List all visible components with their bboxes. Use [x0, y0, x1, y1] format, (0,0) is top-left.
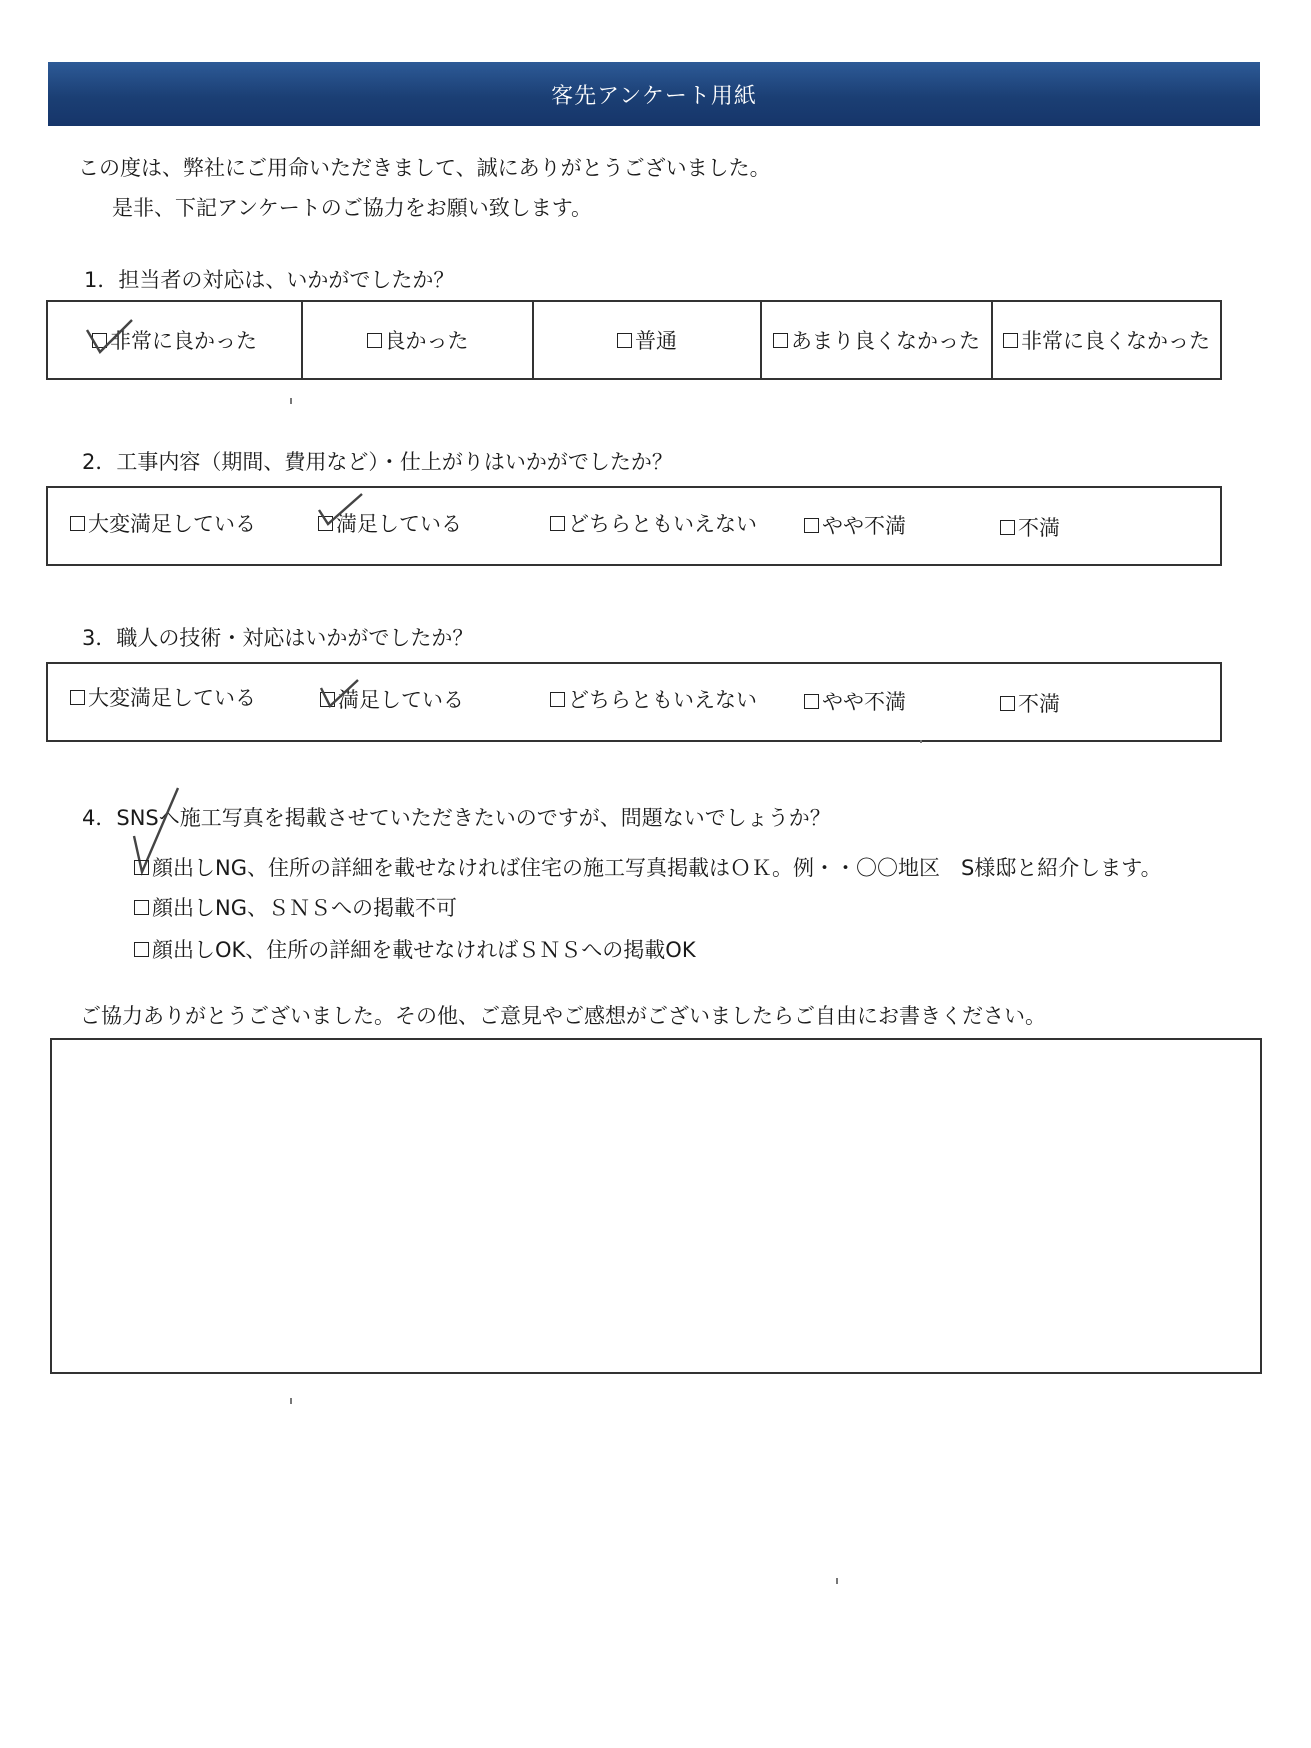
checkbox-icon[interactable]: [1000, 696, 1015, 711]
q3-option-neutral[interactable]: [550, 684, 757, 714]
checkbox-icon[interactable]: [550, 692, 565, 707]
q1-option-good[interactable]: [303, 302, 534, 378]
intro-line-1: この度は、弊社にご用命いただきまして、誠にありがとうございました。: [78, 156, 771, 180]
checkbox-icon[interactable]: [134, 900, 149, 915]
q4-option-label: 顔出しOK、住所の詳細を載せなければＳＮＳへの掲載OK: [152, 938, 696, 962]
form-title-bar: [48, 62, 1260, 126]
q4-option-label: 顔出しNG、ＳＮＳへの掲載不可: [152, 896, 457, 920]
q2-title: 2．工事内容（期間、費用など）・仕上がりはいかがでしたか？: [82, 450, 673, 474]
q1-title: 1．担当者の対応は、いかがでしたか？: [84, 268, 455, 292]
scan-speck: [920, 740, 922, 743]
q1-option-very-good[interactable]: [48, 302, 303, 378]
q2-option-satisfied[interactable]: [318, 508, 462, 538]
q4-option-ok-no-face[interactable]: [134, 852, 1162, 882]
checkbox-icon[interactable]: [367, 333, 382, 348]
checkbox-icon[interactable]: [1003, 333, 1018, 348]
q4-title: 4．SNSへ施工写真を掲載させていただきたいのですが、問題ないでしょうか？: [82, 806, 831, 830]
q2-option-label: 満足している: [336, 512, 462, 536]
checkbox-icon[interactable]: [773, 333, 788, 348]
q3-title: 3．職人の技術・対応はいかがでしたか？: [82, 626, 474, 650]
q1-option-label: 良かった: [384, 329, 469, 353]
intro-line-2: 是非、下記アンケートのご協力をお願い致します。: [112, 196, 593, 220]
checkbox-icon[interactable]: [804, 694, 819, 709]
checkbox-icon[interactable]: [617, 333, 632, 348]
q3-option-very-satisfied[interactable]: [70, 682, 256, 712]
q3-option-label: 満足している: [338, 688, 464, 712]
comment-box[interactable]: [50, 1038, 1262, 1374]
scan-speck: [290, 398, 292, 404]
q3-option-label: やや不満: [822, 690, 906, 714]
q2-option-label: やや不満: [822, 514, 906, 538]
q3-option-dissatisfied[interactable]: [1000, 688, 1060, 718]
q2-option-slightly-dissatisfied[interactable]: [804, 510, 906, 540]
checkbox-icon[interactable]: [134, 860, 149, 875]
q2-option-label: 不満: [1018, 516, 1060, 540]
scan-speck: [290, 1398, 292, 1404]
q3-option-label: どちらともいえない: [568, 688, 757, 712]
checkbox-icon[interactable]: [92, 333, 107, 348]
checkbox-icon[interactable]: [134, 942, 149, 957]
checkbox-icon[interactable]: [70, 516, 85, 531]
checkbox-icon[interactable]: [804, 518, 819, 533]
q2-option-label: 大変満足している: [88, 512, 256, 536]
checkbox-icon[interactable]: [1000, 520, 1015, 535]
q1-option-label: 非常に良くなかった: [1021, 329, 1210, 353]
form-title: 客先アンケート用紙: [551, 83, 757, 109]
q2-option-neutral[interactable]: [550, 508, 757, 538]
q4-option-not-allowed[interactable]: [134, 892, 457, 922]
q1-option-not-good[interactable]: [762, 302, 993, 378]
q2-option-dissatisfied[interactable]: [1000, 512, 1060, 542]
q4-option-ok-face[interactable]: [134, 934, 696, 964]
q1-option-very-bad[interactable]: [993, 302, 1220, 378]
q3-option-label: 大変満足している: [88, 686, 256, 710]
q2-option-very-satisfied[interactable]: [70, 508, 256, 538]
q4-option-label: 顔出しNG、住所の詳細を載せなければ住宅の施工写真掲載はＯＫ。例・・〇〇地区 S様邸と紹介します。: [152, 856, 1162, 880]
q1-options-row: [46, 300, 1222, 380]
closing-text: ご協力ありがとうございました。その他、ご意見やご感想がございましたらご自由にお書きください。: [80, 1004, 1046, 1028]
q2-option-label: どちらともいえない: [568, 512, 757, 536]
q3-option-slightly-dissatisfied[interactable]: [804, 686, 906, 716]
q3-option-label: 不満: [1018, 692, 1060, 716]
checkbox-icon[interactable]: [550, 516, 565, 531]
checkbox-icon[interactable]: [320, 692, 335, 707]
q1-option-normal[interactable]: [534, 302, 762, 378]
checkbox-icon[interactable]: [70, 690, 85, 705]
q1-option-label: 普通: [635, 329, 677, 353]
q3-option-satisfied[interactable]: [320, 684, 464, 714]
checkbox-icon[interactable]: [318, 516, 333, 531]
q1-option-label: あまり良くなかった: [791, 329, 980, 353]
q1-option-label: 非常に良かった: [110, 329, 257, 353]
scan-speck: [836, 1578, 838, 1584]
